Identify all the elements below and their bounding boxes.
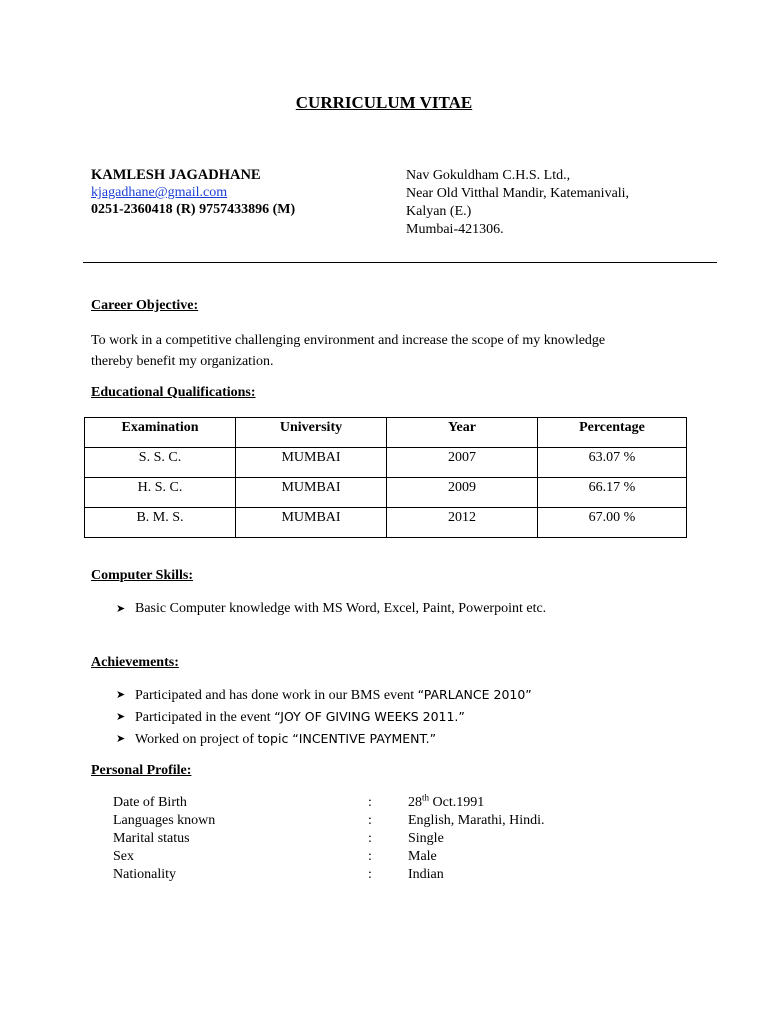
table-cell: H. S. C. [85,478,236,508]
personal-profile-table [113,794,613,884]
dob-day: 28 [408,795,422,810]
profile-label: Marital status [113,831,190,846]
column-header: Year [387,418,538,448]
table-cell: 66.17 % [538,478,687,508]
education-heading: Educational Qualifications: [91,385,256,400]
profile-separator: : [368,813,372,828]
column-header: University [236,418,387,448]
profile-value [408,794,484,811]
table-row [85,508,687,538]
candidate-name: KAMLESH JAGADHANE [91,167,261,183]
document-title: CURRICULUM VITAE [295,93,473,112]
profile-label: Date of Birth [113,795,187,810]
dob-rest: Oct.1991 [429,795,485,810]
address-block [406,167,629,239]
table-cell: MUMBAI [236,448,387,478]
table-cell: MUMBAI [236,478,387,508]
list-item [116,598,546,619]
arrowhead-bullet-icon: ➤ [116,732,126,745]
address-line: Near Old Vitthal Mandir, Katemanivali, [406,186,630,201]
list-item-text: Basic Computer knowledge with MS Word, Excel, Paint, Powerpoint etc. [135,601,547,616]
list-item [116,684,532,706]
profile-value: Single [408,831,444,846]
profile-separator: : [368,831,372,846]
column-header: Examination [85,418,236,448]
address-line: Mumbai-421306. [406,222,504,237]
phone-numbers: 0251-2360418 (R) 9757433896 (M) [91,202,296,217]
event-name: “JOY OF GIVING WEEKS 2011.” [274,709,465,724]
profile-separator: : [368,795,372,810]
table-cell: 67.00 % [538,508,687,538]
table-cell: S. S. C. [85,448,236,478]
table-row [85,448,687,478]
arrowhead-bullet-icon: ➤ [116,688,126,701]
list-item-text: Participated in the event [135,710,275,725]
dob-suffix: th [422,792,430,803]
profile-value: English, Marathi, Hindi. [408,813,545,828]
profile-label: Sex [113,849,134,864]
profile-label: Nationality [113,867,176,882]
table-cell: 2009 [387,478,538,508]
achievements-heading: Achievements: [91,655,179,670]
list-item-text: Participated and has done work in our BMS event [135,688,418,703]
career-line: To work in a competitive challenging environment and increase the scope of my knowledge [91,333,606,348]
table-cell: 63.07 % [538,448,687,478]
education-table [84,417,687,538]
arrowhead-bullet-icon: ➤ [116,602,126,615]
profile-label: Languages known [113,813,216,828]
profile-value: Male [408,849,437,864]
table-cell: B. M. S. [85,508,236,538]
header-divider [83,262,717,263]
table-cell: 2007 [387,448,538,478]
profile-separator: : [368,849,372,864]
address-line: Nav Gokuldham C.H.S. Ltd., [406,168,571,183]
profile-value: Indian [408,867,444,882]
profile-row [113,794,613,812]
contact-block [91,167,295,218]
project-name: topic “INCENTIVE PAYMENT.” [257,731,437,746]
address-line: Kalyan (E.) [406,204,472,219]
career-line: thereby benefit my organization. [91,354,274,369]
personal-profile-heading: Personal Profile: [91,763,192,778]
profile-row [113,830,613,848]
profile-row [113,866,613,884]
computer-skills-list [116,598,546,619]
table-cell: MUMBAI [236,508,387,538]
table-row [85,478,687,508]
achievements-list [116,684,532,750]
arrowhead-bullet-icon: ➤ [116,710,126,723]
career-objective-text [91,330,691,372]
column-header: Percentage [538,418,687,448]
list-item [116,706,532,728]
profile-separator: : [368,867,372,882]
table-cell: 2012 [387,508,538,538]
computer-skills-heading: Computer Skills: [91,568,194,583]
table-header-row [85,418,687,448]
event-name: “PARLANCE 2010” [417,687,532,702]
career-objective-heading: Career Objective: [91,298,199,313]
profile-row [113,812,613,830]
profile-row [113,848,613,866]
list-item-text: Worked on project of [135,732,258,747]
list-item [116,728,532,750]
email-link[interactable]: kjagadhane@gmail.com [91,185,228,200]
